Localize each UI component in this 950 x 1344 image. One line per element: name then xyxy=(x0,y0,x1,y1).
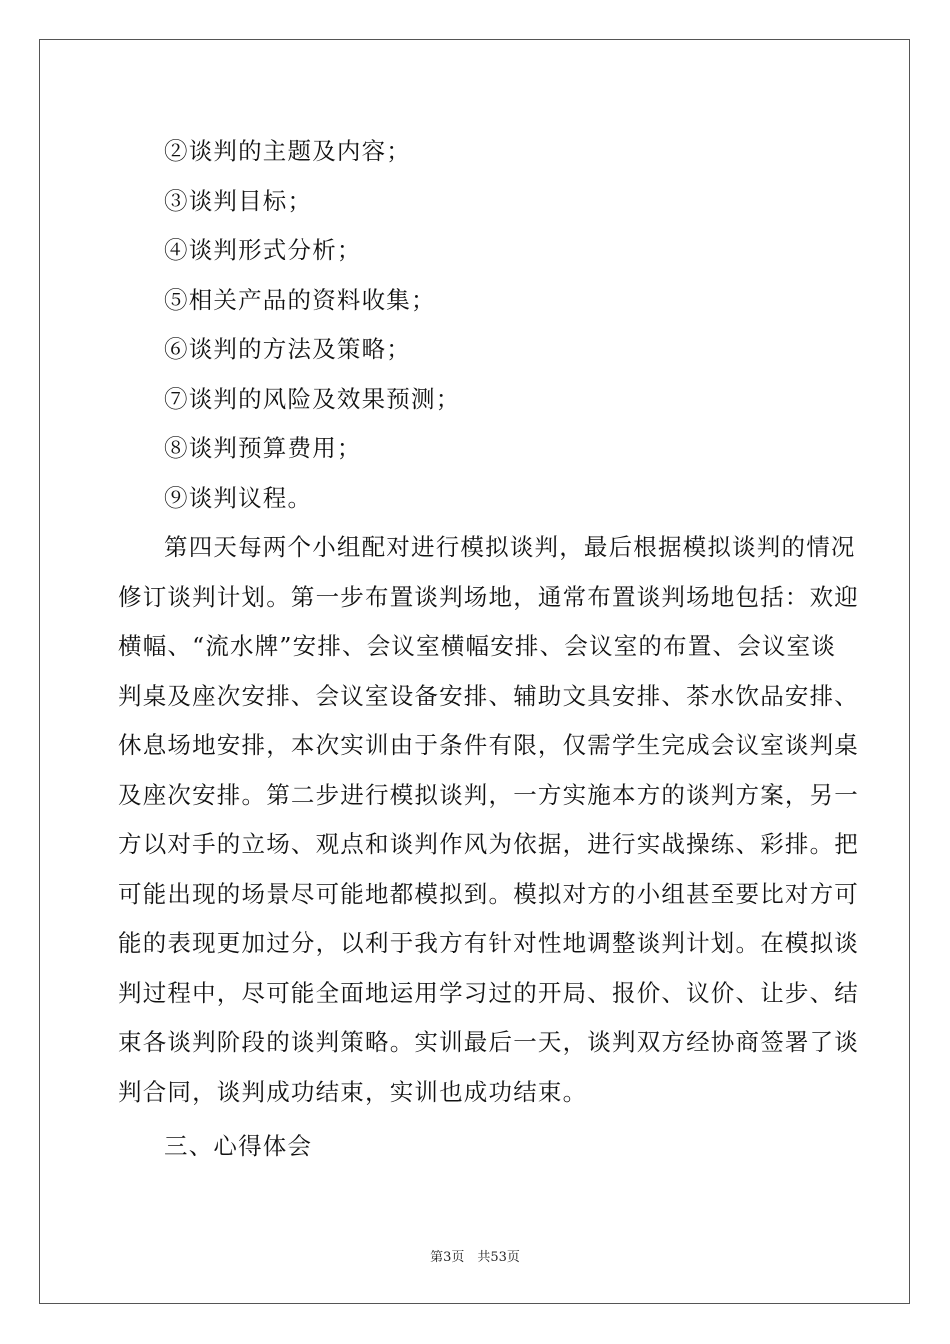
list-item: ⑨谈判议程。 xyxy=(164,483,313,512)
body-paragraph xyxy=(118,523,859,1117)
list-item: ⑤相关产品的资料收集； xyxy=(164,285,436,314)
paragraph-line: 判合同，谈判成功结束，实训也成功结束。 xyxy=(118,1077,588,1106)
document-body xyxy=(118,127,859,1172)
paragraph-line: 判桌及座次安排、会议室设备安排、辅助文具安排、茶水饮品安排、 xyxy=(118,681,859,710)
list-item: ④谈判形式分析； xyxy=(164,236,362,264)
page-footer: 第3页 共53页 xyxy=(430,1250,520,1265)
paragraph-line: 第四天每两个小组配对进行模拟谈判，最后根据模拟谈判的情况 xyxy=(164,533,856,561)
paragraph-line: 休息场地安排，本次实训由于条件有限，仅需学生完成会议室谈判桌 xyxy=(118,731,859,759)
list-item: ③谈判目标； xyxy=(164,186,313,215)
paragraph-line: 束各谈判阶段的谈判策略。实训最后一天，谈判双方经协商签署了谈 xyxy=(118,1028,859,1056)
paragraph-line: 判过程中，尽可能全面地运用学习过的开局、报价、议价、让步、结 xyxy=(118,978,859,1007)
list-item: ②谈判的主题及内容； xyxy=(164,137,411,165)
paragraph-line: 能的表现更加过分，以利于我方有针对性地调整谈判计划。在模拟谈 xyxy=(118,929,859,957)
list-item: ⑧谈判预算费用； xyxy=(164,434,362,462)
paragraph-line: 可能出现的场景尽可能地都模拟到。模拟对方的小组甚至要比对方可 xyxy=(118,879,859,908)
list-item: ⑦谈判的风险及效果预测； xyxy=(164,384,461,413)
paragraph-line: 横幅、“流水牌”安排、会议室横幅安排、会议室的布置、会议室谈 xyxy=(118,632,837,660)
paragraph-line: 修订谈判计划。第一步布置谈判场地，通常布置谈判场地包括：欢迎 xyxy=(118,582,859,611)
paragraph-line: 方以对手的立场、观点和谈判作风为依据，进行实战操练、彩排。把 xyxy=(118,830,859,858)
list-item: ⑥谈判的方法及策略； xyxy=(164,335,411,363)
paragraph-line: 及座次安排。第二步进行模拟谈判，一方实施本方的谈判方案，另一 xyxy=(118,780,859,809)
section-heading: 三、心得体会 xyxy=(164,1132,313,1160)
